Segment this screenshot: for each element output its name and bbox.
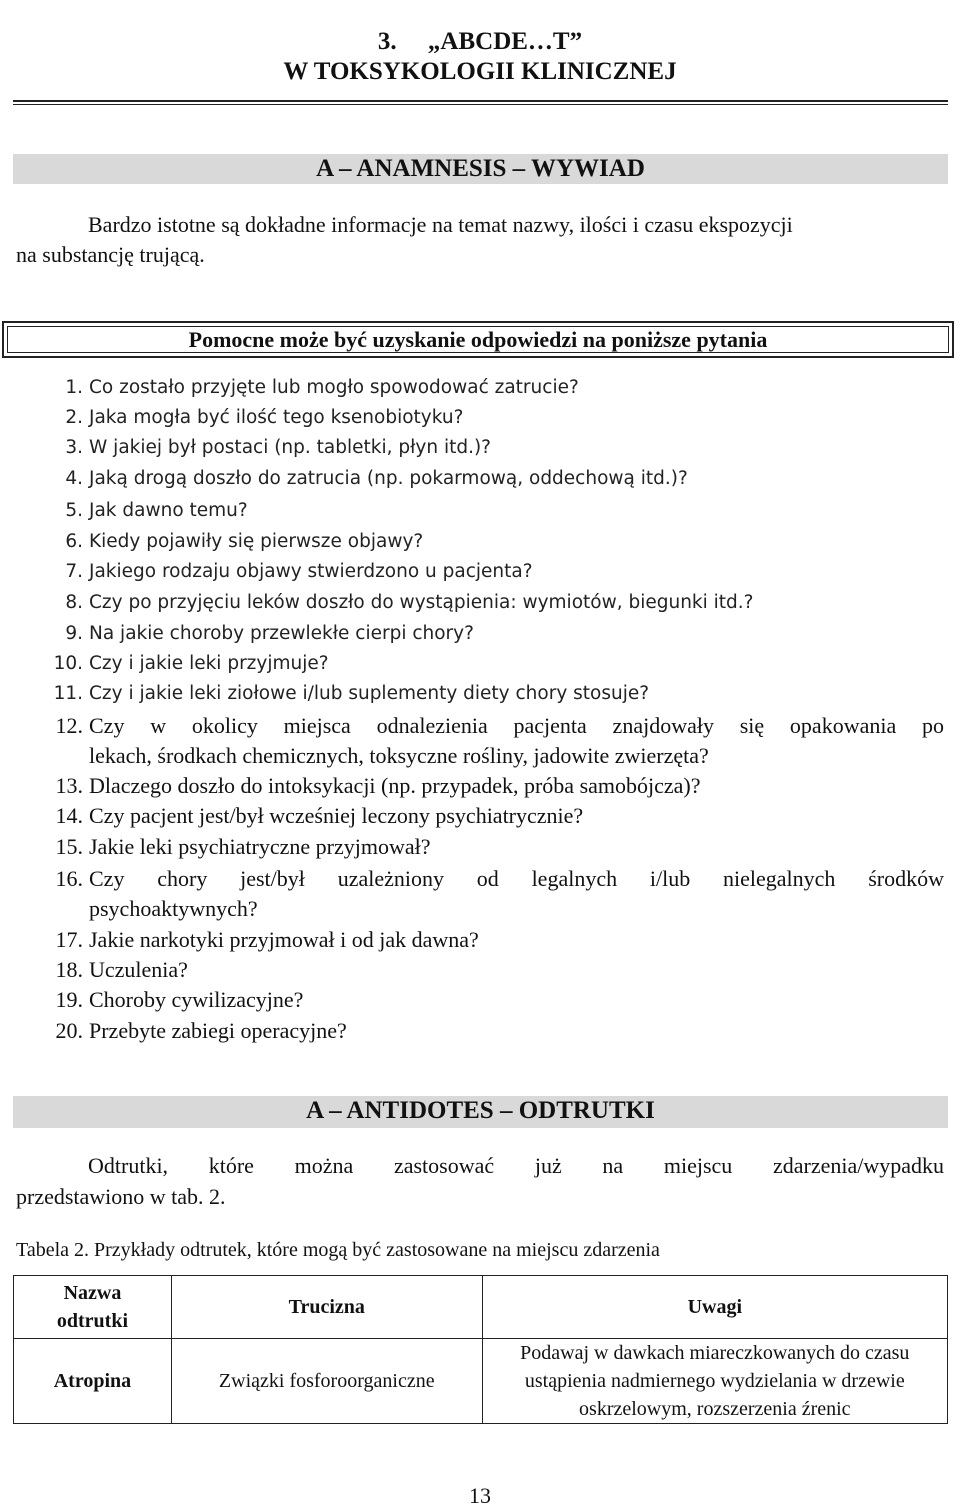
intro-paragraph-line1: Bardzo istotne są dokładne informacje na temat nazwy, ilości i czasu ekspozycji — [88, 212, 793, 237]
box-title-text: Pomocne może być uzyskanie odpowiedzi na poniższe pytania — [188, 326, 768, 352]
section-heading-anamnesis: A – ANAMNESIS – WYWIAD — [13, 154, 948, 184]
column-header-antidote: Nazwa odtrutki — [14, 1276, 172, 1339]
table-caption: Tabela 2. Przykłady odtrutek, które mogą być zastosowane na miejscu zdarzenia — [16, 1239, 660, 1261]
table-cell-notes: Podawaj w dawkach miareczkowanych do czasu ustąpienia nadmiernego wydzielania w drzewie oskrzelowym, rozszerzenia źrenic — [482, 1339, 947, 1424]
page-number: 13 — [469, 1483, 491, 1508]
table-cell-poison: Związki fosforoorganiczne — [171, 1339, 482, 1424]
table-header-row — [14, 1276, 948, 1339]
antidotes-paragraph-line2: przedstawiono w tab. 2. — [16, 1184, 226, 1209]
header-rule-thin — [13, 104, 948, 105]
questions-box-title — [2, 321, 954, 358]
column-header-notes: Uwagi — [482, 1276, 947, 1339]
antidotes-table — [13, 1275, 948, 1424]
table-row — [14, 1339, 948, 1424]
column-header-poison: Trucizna — [171, 1276, 482, 1339]
antidotes-paragraph-line1: Odtrutki, które można zastosować już na miejscu zdarzenia/wypadku — [88, 1153, 944, 1178]
header-rule — [13, 100, 948, 102]
chapter-title: W TOKSYKOLOGII KLINICZNEJ — [283, 58, 677, 85]
table-cell-antidote: Atropina — [14, 1339, 172, 1424]
intro-paragraph-line2: na substancję trującą. — [16, 242, 205, 267]
section-heading-antidotes: A – ANTIDOTES – ODTRUTKI — [13, 1096, 948, 1128]
chapter-number-title: 3. „ABCDE…T” — [377, 28, 583, 55]
